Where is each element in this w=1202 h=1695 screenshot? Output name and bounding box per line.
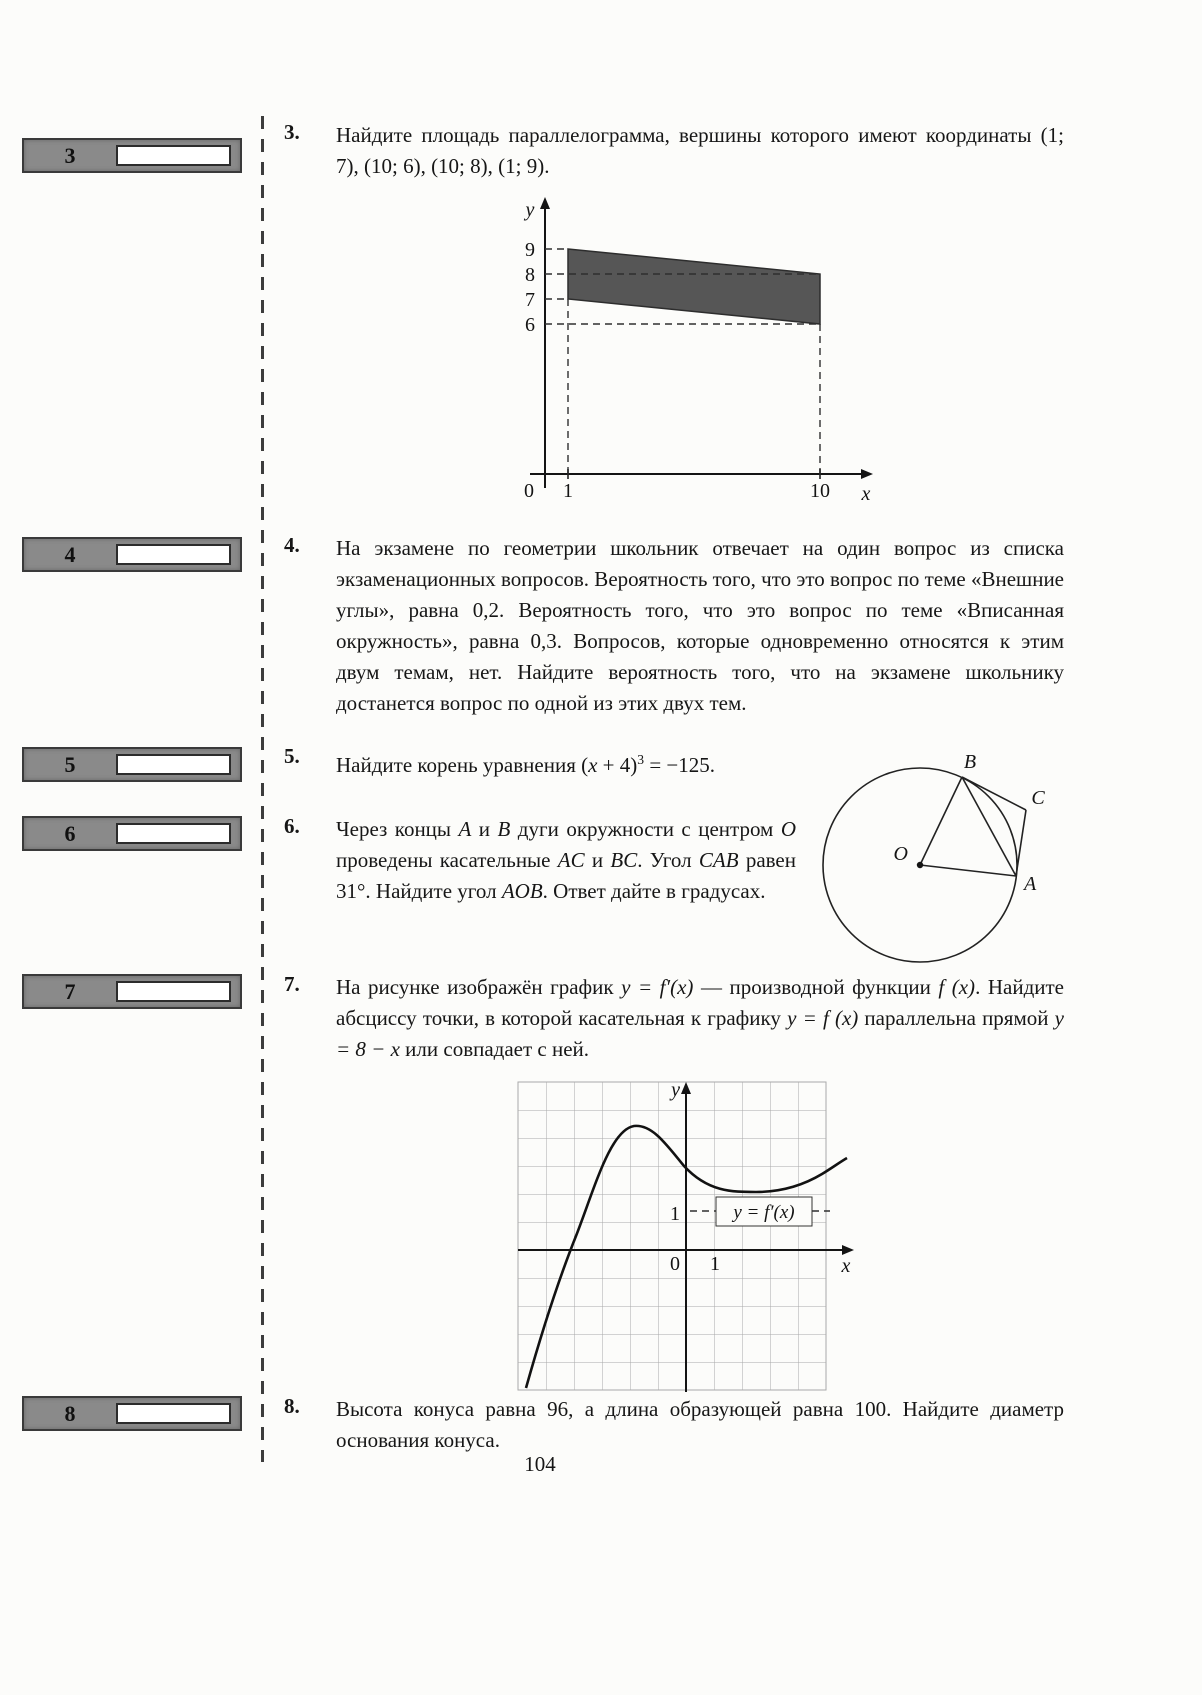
problem-5-number: 5. xyxy=(284,744,300,768)
y-tick-8: 8 xyxy=(525,264,535,286)
problem-3-text: Найдите площадь параллелограмма, вершины которого имеют координаты (1; 7), (10; 6), (10; 8), (1; 9). xyxy=(336,123,1064,178)
point-o-label: O xyxy=(893,843,908,865)
origin-label: 0 xyxy=(670,1253,680,1275)
answer-box-5 xyxy=(22,747,242,782)
problem-7-number: 7. xyxy=(284,972,300,996)
answer-box-5-label: 5 xyxy=(64,751,76,777)
y-tick-9: 9 xyxy=(525,239,535,261)
problem-8-text: Высота конуса равна 96, а длина образующей равна 100. Найдите диаметр основания конуса. xyxy=(336,1397,1064,1452)
answer-box-5-field xyxy=(116,754,231,775)
answer-box-3 xyxy=(22,138,242,173)
x-tick-10: 10 xyxy=(810,480,830,502)
point-c-label: C xyxy=(1031,787,1045,809)
parallelogram-plot xyxy=(478,192,878,512)
point-a-label: A xyxy=(1024,873,1037,895)
answer-box-8 xyxy=(22,1396,242,1431)
answer-box-8-label: 8 xyxy=(64,1400,76,1426)
problem-8-number: 8. xyxy=(284,1394,300,1418)
x-tick-1: 1 xyxy=(710,1253,720,1275)
answer-box-7 xyxy=(22,974,242,1009)
y-tick-1: 1 xyxy=(670,1203,680,1225)
origin-label: 0 xyxy=(524,480,534,502)
y-tick-6: 6 xyxy=(525,314,535,336)
point-b-label: B xyxy=(963,751,977,773)
y-axis-label: y xyxy=(671,1080,680,1101)
answer-box-7-label: 7 xyxy=(64,978,76,1004)
y-axis-arrow-icon xyxy=(540,197,550,209)
problem-4-number: 4. xyxy=(284,533,300,557)
answer-box-6-label: 6 xyxy=(64,820,76,846)
y-tick-7: 7 xyxy=(525,289,535,311)
answer-box-8-field xyxy=(116,1403,231,1424)
derivative-plot xyxy=(512,1080,856,1396)
answer-box-6 xyxy=(22,816,242,851)
center-point xyxy=(917,862,923,868)
x-axis-arrow-icon xyxy=(861,469,873,479)
problem-3-number: 3. xyxy=(284,120,300,144)
dashed-divider xyxy=(261,116,264,1462)
answer-box-4-field xyxy=(116,544,231,565)
x-axis-label: x xyxy=(861,483,871,505)
problem-6-number: 6. xyxy=(284,814,300,838)
answer-box-4-label: 4 xyxy=(64,541,76,567)
answer-box-4 xyxy=(22,537,242,572)
parallelogram-shape xyxy=(568,249,820,324)
x-axis-label: x xyxy=(841,1255,851,1277)
answer-box-7-field xyxy=(116,981,231,1002)
grid xyxy=(518,1082,826,1390)
answer-box-3-field xyxy=(116,145,231,166)
y-axis-label: y xyxy=(525,199,535,221)
problem-4-text: На экзамене по геометрии школьник отвечает на один вопрос из списка экзаменационных вопросов. Вероятность того, что это вопрос по теме «Внешние углы», равна 0,2. Вероятность того, что это вопрос по теме «Вписанная окружность», равна 0,3. Вопросов, которые одновременно относятся к этим двум темам, нет. Найдите вероятность того, что на экзамене школьнику достанется вопрос по одной из этих двух тем. xyxy=(336,536,1065,715)
diagram-lines xyxy=(920,777,1026,876)
page-number: 104 xyxy=(524,1452,556,1476)
x-axis-arrow-icon xyxy=(842,1245,854,1255)
answer-box-3-label: 3 xyxy=(64,142,76,168)
problem-5-text: Найдите корень уравнения $(x + 4)^3 = -125$. xyxy=(336,752,716,777)
x-tick-1: 1 xyxy=(563,480,573,502)
answer-box-6-field xyxy=(116,823,231,844)
problem-7-text: На рисунке изображён график y = f′(x) — производной функции f (x). Найдите абсциссу точки, в которой касательная к графику y = f (x) параллельна прямой y = 8 − x или совпадает с ней. xyxy=(336,975,1064,1061)
curve-label: y = f′(x) xyxy=(733,1202,795,1223)
circle-diagram xyxy=(800,750,1060,980)
problem-6-text: Через концы A и B дуги окружности с центром O проведены касательные AC и BC. Угол CAB равен 31°. Найдите угол AOB. Ответ дайте в градусах. xyxy=(336,817,796,903)
